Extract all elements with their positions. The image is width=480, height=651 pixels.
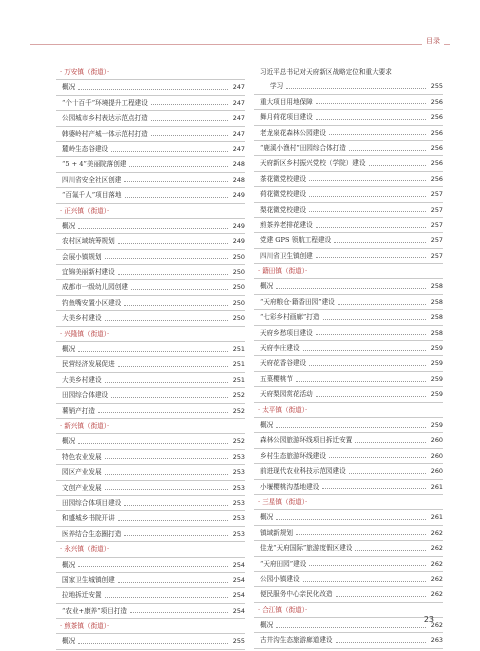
toc-entry[interactable]	[56, 342, 245, 357]
dot-leader	[151, 135, 228, 136]
toc-page-number: 249	[232, 237, 245, 246]
toc-section-heading	[56, 619, 245, 634]
dot-leader	[105, 474, 228, 475]
toc-entry[interactable]	[56, 558, 245, 573]
toc-entry[interactable]	[254, 572, 443, 587]
toc-entry-title: 医养结合生态圈打造	[62, 529, 122, 538]
toc-entry-title: 概况	[260, 282, 274, 291]
dot-leader	[151, 104, 228, 105]
toc-entry[interactable]	[254, 95, 443, 110]
running-header: 目录	[422, 36, 444, 46]
toc-entry[interactable]	[56, 80, 245, 95]
toc-entry-title: “天府田园”建设	[260, 559, 307, 568]
dot-leader	[316, 119, 426, 120]
toc-page-number: 252	[232, 437, 245, 446]
toc-page-number: 250	[232, 314, 245, 323]
toc-entry-title: “天府粮仓·籍香田园”建设	[260, 297, 335, 306]
toc-entry-title: 便民服务中心亲民化改造	[260, 590, 333, 599]
toc-page-number: 252	[232, 391, 245, 400]
toc-page-number: 256	[430, 128, 443, 137]
toc-section-heading	[254, 603, 443, 618]
toc-page-number: 259	[430, 374, 443, 383]
dot-leader	[151, 120, 228, 121]
dot-leader	[129, 166, 228, 167]
toc-entry-title: 荷花微党校建设	[260, 190, 307, 199]
dot-leader	[276, 427, 426, 428]
toc-entry-title: 概况	[62, 83, 76, 92]
dot-leader	[349, 473, 426, 474]
dot-leader	[105, 320, 228, 321]
toc-page-number: 262	[430, 544, 443, 553]
toc-entry[interactable]	[254, 464, 443, 479]
toc-entry[interactable]	[56, 496, 245, 511]
dot-leader	[369, 165, 427, 166]
dot-leader	[338, 304, 426, 305]
toc-entry[interactable]	[254, 295, 443, 310]
dot-leader	[124, 535, 228, 536]
toc-page-number: 256	[430, 113, 443, 122]
dot-leader	[309, 211, 426, 212]
toc-page-number: 250	[232, 252, 245, 261]
toc-page-number: 252	[232, 406, 245, 415]
toc-entry-title: 天府梨园赏花活动	[260, 390, 313, 399]
toc-entry-title: 概况	[62, 345, 76, 354]
toc-entry[interactable]	[56, 280, 245, 295]
toc-entry[interactable]	[56, 357, 245, 372]
dot-leader	[303, 581, 426, 582]
toc-entry-title: · 永兴镇（街道）·	[60, 545, 110, 554]
dot-leader	[296, 534, 426, 535]
toc-page-number: 259	[430, 344, 443, 353]
toc-entry[interactable]	[254, 480, 443, 495]
toc-entry[interactable]	[56, 573, 245, 588]
toc-entry-title: 特色农业发展	[62, 452, 102, 461]
dot-leader	[316, 257, 426, 258]
toc-entry-title: 概况	[62, 560, 76, 569]
toc-entry[interactable]	[56, 604, 245, 619]
toc-entry-title: 天府新区乡村振兴党校（学院）建设	[260, 159, 366, 168]
toc-entry-title: · 正兴镇（街道）·	[60, 206, 110, 215]
dot-leader	[118, 520, 228, 521]
toc-page-number: 256	[430, 159, 443, 168]
toc-page-number: 260	[430, 467, 443, 476]
toc-section-heading	[56, 419, 245, 434]
toc-entry[interactable]	[56, 404, 245, 419]
dot-leader	[130, 612, 228, 613]
toc-entry[interactable]	[56, 481, 245, 496]
toc-entry-title: 老龙泉花森林公园建设	[260, 128, 326, 137]
toc-entry[interactable]	[56, 157, 245, 172]
toc-page-number: 259	[430, 390, 443, 399]
toc-entry-title: 重大项目用地保障	[260, 97, 313, 106]
toc-entry-title: 天府乡愁项目建设	[260, 328, 313, 337]
dot-leader	[98, 412, 228, 413]
toc-entry-title: 乡村生态旅游环线建设	[260, 451, 326, 460]
toc-entry-title: 麓岭生态谷建设	[62, 144, 109, 153]
toc-page-number: 262	[430, 559, 443, 568]
toc-page-number: 247	[232, 114, 245, 123]
toc-entry[interactable]	[254, 526, 443, 541]
toc-entry-title: 天府李庄建设	[260, 344, 300, 353]
dot-leader	[334, 242, 426, 243]
toc-entry[interactable]	[254, 233, 443, 248]
toc-page-number: 262	[430, 621, 443, 630]
toc-entry[interactable]	[56, 373, 245, 388]
toc-entry-title: 宜锦美丽新村建设	[62, 268, 115, 277]
toc-entry[interactable]	[56, 511, 245, 526]
toc-entry[interactable]	[254, 126, 443, 141]
toc-entry[interactable]	[254, 249, 443, 264]
toc-entry-title: 公园小镇建设	[260, 574, 300, 583]
toc-entry[interactable]	[56, 588, 245, 603]
toc-entry[interactable]	[254, 418, 443, 433]
toc-entry-title: 大美乡村建设	[62, 314, 102, 323]
toc-entry[interactable]	[254, 172, 443, 187]
toc-entry[interactable]	[254, 587, 443, 602]
dot-leader	[296, 381, 426, 382]
toc-entry[interactable]	[254, 449, 443, 464]
dot-leader	[355, 442, 426, 443]
toc-right-column	[254, 65, 443, 649]
toc-section-heading	[56, 327, 245, 342]
dot-leader	[276, 288, 426, 289]
toc-entry-title: · 三星镇（街道）·	[258, 497, 308, 506]
toc-page-number: 253	[232, 498, 245, 507]
toc-entry-title: 钓鱼嘴安置小区建设	[62, 298, 122, 307]
toc-entry[interactable]	[56, 234, 245, 249]
toc-entry-title: 园区产业发展	[62, 468, 102, 477]
toc-entry-title: · 籍田镇（街道）·	[258, 267, 308, 276]
toc-section-heading	[254, 403, 443, 418]
toc-entry-title: · 万安镇（街道）·	[60, 68, 110, 76]
toc-entry-title: “农业+康养”项目打造	[62, 606, 128, 615]
toc-entry-title: 煎茶养老排花建设	[260, 220, 313, 229]
header-rule	[30, 44, 450, 45]
toc-page-number: 258	[430, 328, 443, 337]
toc-entry-title: 农村区域统筹规划	[62, 237, 115, 246]
dot-leader	[78, 228, 228, 229]
toc-entry[interactable]	[56, 527, 245, 542]
toc-entry-title: 前进现代农业科技示范园建设	[260, 467, 346, 476]
toc-entry[interactable]	[254, 633, 443, 648]
toc-entry-title: “七彩乡村画廊”打造	[260, 313, 320, 322]
toc-entry[interactable]	[254, 279, 443, 294]
toc-entry[interactable]	[254, 203, 443, 218]
toc-page-number: 248	[232, 160, 245, 169]
toc-page-number: 248	[232, 175, 245, 184]
toc-page-number: 256	[430, 174, 443, 183]
toc-entry[interactable]	[56, 634, 245, 649]
toc-entry-title: 四川省卫生镇创建	[260, 251, 313, 260]
dot-leader	[336, 596, 426, 597]
toc-entry[interactable]	[254, 557, 443, 572]
dot-leader	[105, 489, 228, 490]
toc-entry[interactable]	[254, 141, 443, 156]
toc-entry[interactable]	[56, 311, 245, 326]
toc-entry[interactable]	[254, 218, 443, 233]
toc-entry-title: 镇域新规划	[260, 528, 293, 537]
toc-entry[interactable]	[56, 434, 245, 449]
toc-entry-title: 党建 GPS 领航工程建设	[260, 236, 332, 245]
toc-page-number: 256	[430, 143, 443, 152]
dot-leader	[105, 258, 228, 259]
toc-page-number: 262	[430, 528, 443, 537]
toc-entry[interactable]	[56, 388, 245, 403]
toc-entry[interactable]	[56, 465, 245, 480]
toc-entry-title: 舞月荷花项目建设	[260, 113, 313, 122]
dot-leader	[309, 365, 426, 366]
toc-entry[interactable]	[254, 618, 443, 633]
toc-entry-title: 和盛城乡书院开讲	[62, 514, 115, 523]
toc-entry-title: 概况	[260, 513, 274, 522]
toc-page-number: 262	[430, 590, 443, 599]
toc-entry-title: 成都市一级幼儿园创建	[62, 283, 128, 292]
toc-page-number: 260	[430, 451, 443, 460]
dot-leader	[78, 643, 228, 644]
toc-entry-title: 森林公园旅游环线项目拆迁安置	[260, 436, 353, 445]
toc-entry-title: 公园城市乡村表达示范点打造	[62, 114, 148, 123]
toc-entry[interactable]	[254, 326, 443, 341]
dot-leader	[316, 396, 426, 397]
toc-page-number: 253	[232, 514, 245, 523]
toc-entry-title: 拉地拆迁安置	[62, 591, 102, 600]
toc-entry[interactable]	[56, 219, 245, 234]
toc-page-number: 257	[430, 190, 443, 199]
toc-entry[interactable]	[56, 450, 245, 465]
toc-entry[interactable]	[254, 541, 443, 556]
toc-entry-title: 国家卫生城镇创建	[62, 575, 115, 584]
toc-page-number: 258	[430, 297, 443, 306]
toc-page-number: 261	[430, 482, 443, 491]
toc-page-number: 259	[430, 420, 443, 429]
toc-page-number: 251	[232, 345, 245, 354]
dot-leader	[309, 196, 426, 197]
toc-entry-title: 概况	[62, 637, 76, 646]
toc-entry-title: 会展小镇规划	[62, 252, 102, 261]
dot-leader	[105, 597, 228, 598]
toc-entry-title: 小堰樱桃沟基地建设	[260, 482, 320, 491]
toc-entry-title: 天府花香谷建设	[260, 359, 307, 368]
toc-entry-title: 概况	[62, 221, 76, 230]
toc-entry[interactable]	[56, 188, 245, 203]
dot-leader	[78, 443, 228, 444]
dot-leader	[124, 505, 228, 506]
toc-page-number: 247	[232, 98, 245, 107]
toc-entry-title: · 新兴镇（街道）·	[60, 421, 110, 430]
toc-entry-title: · 太平镇（街道）·	[258, 405, 308, 414]
toc-page-number: 249	[232, 191, 245, 200]
toc-entry-title: 习近平总书记对天府新区战略定位和重大要求	[260, 68, 392, 76]
toc-page-number: 247	[232, 83, 245, 92]
toc-page-number: 250	[232, 298, 245, 307]
toc-entry-title: 五菓樱桃节	[260, 374, 293, 383]
dot-leader	[124, 305, 228, 306]
dot-leader	[323, 319, 427, 320]
toc-section-heading	[254, 495, 443, 510]
toc-page-number: 250	[232, 268, 245, 277]
toc-page-number: 257	[430, 220, 443, 229]
toc-entry-title: 民营经济发展促进	[62, 360, 115, 369]
toc-entry-title: 茶花微党校建设	[260, 174, 307, 183]
dot-leader	[276, 627, 426, 628]
toc-page-number: 250	[232, 283, 245, 292]
dot-leader	[118, 582, 228, 583]
toc-entry[interactable]	[56, 265, 245, 280]
toc-page-number: 254	[232, 606, 245, 615]
dot-leader	[105, 458, 228, 459]
toc-left-column	[56, 65, 245, 650]
dot-leader	[316, 103, 426, 104]
toc-entry[interactable]	[254, 372, 443, 387]
toc-entry[interactable]	[56, 173, 245, 188]
toc-entry-title: “鹿溪小渔村”田园综合体打造	[260, 143, 346, 152]
toc-entry[interactable]	[254, 187, 443, 202]
toc-entry-title: 学习	[270, 82, 284, 91]
toc-entry-title: 概况	[62, 437, 76, 446]
dot-leader	[276, 519, 426, 520]
toc-entry[interactable]	[56, 250, 245, 265]
toc-entry-title: 梨花微党校建设	[260, 205, 307, 214]
toc-page-number: 260	[430, 436, 443, 445]
toc-page-number: 256	[430, 97, 443, 106]
toc-page-number: 258	[430, 313, 443, 322]
toc-entry[interactable]	[56, 142, 245, 157]
toc-page-number: 247	[232, 144, 245, 153]
toc-page-number: 249	[232, 221, 245, 230]
toc-entry[interactable]	[254, 65, 443, 79]
toc-entry-title: 概况	[260, 420, 274, 429]
toc-page-number: 247	[232, 129, 245, 138]
dot-leader	[124, 181, 228, 182]
toc-entry-title: 韩婆岭村产城一体示范村打造	[62, 129, 148, 138]
toc-page-number: 262	[430, 574, 443, 583]
toc-page-number: 257	[430, 205, 443, 214]
toc-entry-title: 文创产业发展	[62, 483, 102, 492]
toc-entry-title: 田园综合体项目建设	[62, 498, 122, 507]
toc-page-number: 263	[430, 636, 443, 645]
dot-leader	[111, 151, 228, 152]
toc-entry-title: 概况	[260, 621, 274, 630]
toc-page-number: 257	[430, 236, 443, 245]
toc-entry-title: 佳龙“天府国际”旅游度假区建设	[260, 544, 353, 553]
dot-leader	[336, 642, 426, 643]
toc-page-number: 261	[430, 513, 443, 522]
toc-section-heading	[254, 264, 443, 279]
toc-page-number: 253	[232, 529, 245, 538]
toc-entry-title: 田园综合体建设	[62, 391, 109, 400]
toc-entry[interactable]	[254, 356, 443, 371]
dot-leader	[286, 88, 426, 89]
page-number: 23	[423, 615, 434, 624]
dot-leader	[303, 350, 426, 351]
toc-entry-title: “个十百千”环境提升工程建设	[62, 98, 148, 107]
toc-entry[interactable]	[254, 79, 443, 94]
dot-leader	[118, 366, 228, 367]
dot-leader	[329, 457, 426, 458]
dot-leader	[118, 274, 228, 275]
toc-entry-title: · 兴隆镇（街道）·	[60, 329, 110, 338]
dot-leader	[78, 566, 228, 567]
toc-entry-title: 四川省安全社区创建	[62, 175, 122, 184]
toc-page-number: 254	[232, 591, 245, 600]
toc-page-number: 255	[232, 637, 245, 646]
toc-entry[interactable]	[56, 111, 245, 126]
dot-leader	[125, 197, 229, 198]
toc-entry-title: · 煎茶镇（街道）·	[60, 622, 110, 631]
toc-page-number: 253	[232, 468, 245, 477]
toc-section-heading	[56, 65, 245, 80]
toc-page-number: 253	[232, 452, 245, 461]
toc-section-heading	[56, 542, 245, 557]
toc-entry[interactable]	[254, 341, 443, 356]
toc-entry-title: “百氟千人”项目落地	[62, 191, 122, 200]
toc-page-number: 255	[430, 82, 443, 91]
toc-entry-title: · 合江镇（街道）·	[258, 605, 308, 614]
toc-page-number: 259	[430, 359, 443, 368]
dot-leader	[316, 227, 426, 228]
dot-leader	[316, 334, 426, 335]
dot-leader	[118, 243, 228, 244]
dot-leader	[309, 565, 426, 566]
toc-page-number: 253	[232, 483, 245, 492]
toc-entry[interactable]	[56, 127, 245, 142]
dot-leader	[111, 397, 228, 398]
toc-entry-title: 薯销产打造	[62, 406, 95, 415]
toc-page-number: 251	[232, 360, 245, 369]
toc-entry-title: 大美乡村建设	[62, 375, 102, 384]
toc-section-heading	[56, 204, 245, 219]
dot-leader	[105, 382, 228, 383]
dot-leader	[355, 550, 426, 551]
dot-leader	[131, 289, 228, 290]
dot-leader	[78, 351, 228, 352]
toc-entry-title: 古井沟生态旅游廊道建设	[260, 636, 333, 645]
toc-page-number: 251	[232, 375, 245, 384]
toc-page-number: 258	[430, 282, 443, 291]
dot-leader	[349, 150, 426, 151]
dot-leader	[329, 134, 426, 135]
dot-leader	[309, 180, 426, 181]
toc-page-number: 257	[430, 251, 443, 260]
toc-entry[interactable]	[254, 433, 443, 448]
toc-entry[interactable]	[56, 296, 245, 311]
toc-entry[interactable]	[254, 310, 443, 325]
dot-leader	[322, 488, 426, 489]
toc-entry[interactable]	[254, 510, 443, 525]
dot-leader	[78, 89, 228, 90]
toc-entry[interactable]	[56, 96, 245, 111]
toc-entry[interactable]	[254, 156, 443, 171]
toc-entry[interactable]	[254, 387, 443, 402]
toc-entry-title: “5 + 4”美丽院落创建	[62, 160, 127, 169]
toc-page-number: 254	[232, 560, 245, 569]
toc-entry[interactable]	[254, 110, 443, 125]
toc-page-number: 254	[232, 575, 245, 584]
